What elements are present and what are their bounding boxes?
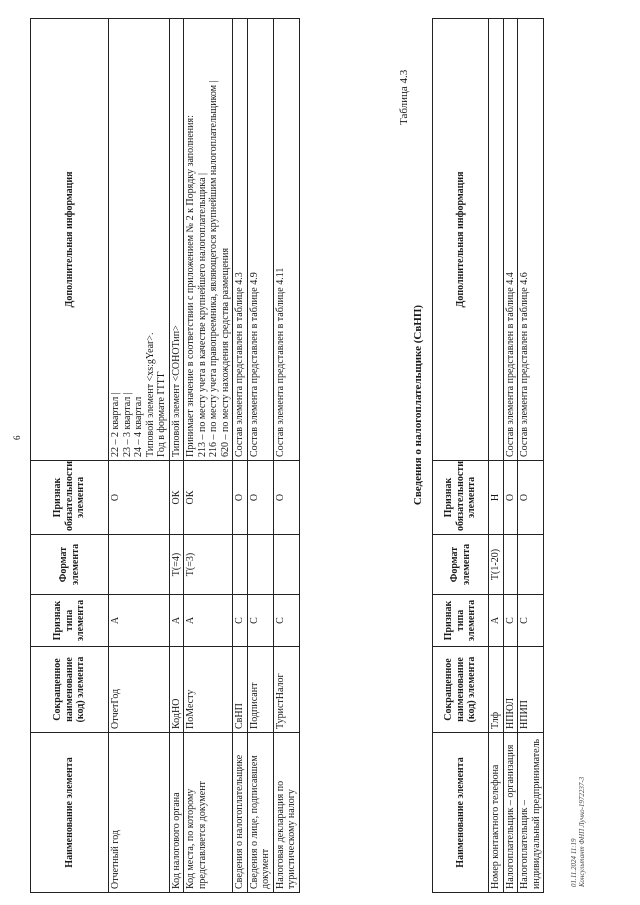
table-cell: Состав элемента представлен в таблице 4.6 xyxy=(518,19,544,461)
table-cell: НПИП xyxy=(518,647,544,733)
col-header: Формат элемента xyxy=(433,535,489,595)
table-cell: С xyxy=(233,595,248,647)
table-cell: О xyxy=(247,461,273,535)
table-cell: О xyxy=(109,461,170,535)
col-header: Признак обязательности элемента xyxy=(31,461,109,535)
table-cell: НПЮЛ xyxy=(503,647,518,733)
table-cell: Принимает значение в соответствии с приложением № 2 к Порядку заполнения: 213 – по месту учета в качестве крупнейшего налогоплательщика | 216 – по месту учета правопреемника, являющегося крупнейшим налогоплательщиком | 620 – по месту нахождения средства размещения xyxy=(184,19,233,461)
col-header: Наименование элемента xyxy=(31,733,109,893)
table-cell: Налогоплательщик – индивидуальный предприниматель xyxy=(518,733,544,893)
table-cell xyxy=(233,535,248,595)
table-header-row xyxy=(31,19,109,893)
table-cell: А xyxy=(109,595,170,647)
table-cell: КодНО xyxy=(169,647,184,733)
table-cell: ПоМесту xyxy=(184,647,233,733)
table-cell xyxy=(273,535,299,595)
table-cell: А xyxy=(169,595,184,647)
table-row xyxy=(184,19,233,893)
table-cell: Код налогового органа xyxy=(169,733,184,893)
table-cell: Н xyxy=(489,461,504,535)
table-title: Сведения о налогоплательщике (СвНП) xyxy=(412,304,424,506)
col-header: Наименование элемента xyxy=(433,733,489,893)
table-row xyxy=(247,19,273,893)
table-cell: Состав элемента представлен в таблице 4.11 xyxy=(273,19,299,461)
table-cell: ОтчетГод xyxy=(109,647,170,733)
col-header: Формат элемента xyxy=(31,535,109,595)
table-cell: Типовой элемент <СОНОТип> xyxy=(169,19,184,461)
table-row xyxy=(273,19,299,893)
table-cell xyxy=(518,535,544,595)
table-cell xyxy=(247,535,273,595)
page-number: 6 xyxy=(12,435,22,440)
table-row xyxy=(489,19,504,893)
col-header: Дополнительная информация xyxy=(433,19,489,461)
table-cell: 22 – 2 квартал | 23 – 3 квартал | 24 – 4 квартал Типовой элемент <xs:gYear>. Год в формате ГГГГ xyxy=(109,19,170,461)
table-cell: ОК xyxy=(169,461,184,535)
taxpayer-table xyxy=(432,18,544,893)
col-header: Признак обязательности элемента xyxy=(433,461,489,535)
table-cell xyxy=(489,19,504,461)
table-cell: О xyxy=(518,461,544,535)
table-cell: ТуристНалог xyxy=(273,647,299,733)
consultant-stamp: 01.11.2024 11:19 Консультант ФНП Лучко-1972237-3 xyxy=(570,776,586,887)
table-cell: Отчетный год xyxy=(109,733,170,893)
col-header: Сокращенное наименование (код) элемента xyxy=(31,647,109,733)
col-header: Признак типа элемента xyxy=(433,595,489,647)
table-cell: Состав элемента представлен в таблице 4.3 xyxy=(233,19,248,461)
table-cell: С xyxy=(247,595,273,647)
table-cell: Т(=3) xyxy=(184,535,233,595)
table-cell: Код места, по которому представляется документ xyxy=(184,733,233,893)
table-cell: СвНП xyxy=(233,647,248,733)
table-cell: Сведения о лице, подписавшем документ xyxy=(247,733,273,893)
table-cell: Тлф xyxy=(489,647,504,733)
table-cell: Налогоплательщик – организация xyxy=(503,733,518,893)
table-cell: О xyxy=(273,461,299,535)
table-cell: Состав элемента представлен в таблице 4.4 xyxy=(503,19,518,461)
table-row xyxy=(109,19,170,893)
table-cell: С xyxy=(273,595,299,647)
table-cell: А xyxy=(489,595,504,647)
table-cell: Т(1-20) xyxy=(489,535,504,595)
col-header: Сокращенное наименование (код) элемента xyxy=(433,647,489,733)
table-cell xyxy=(109,535,170,595)
table-header-row xyxy=(433,19,489,893)
elements-table xyxy=(30,18,300,893)
table-cell: ОК xyxy=(184,461,233,535)
col-header: Дополнительная информация xyxy=(31,19,109,461)
table-cell: А xyxy=(184,595,233,647)
col-header: Признак типа элемента xyxy=(31,595,109,647)
table-cell: О xyxy=(503,461,518,535)
table-cell: Т(=4) xyxy=(169,535,184,595)
table-row xyxy=(503,19,518,893)
table-cell: С xyxy=(503,595,518,647)
table-row xyxy=(233,19,248,893)
table-cell: Сведения о налогоплательщике xyxy=(233,733,248,893)
table-cell: Подписант xyxy=(247,647,273,733)
table-cell: С xyxy=(518,595,544,647)
table-cell: Номер контактного телефона xyxy=(489,733,504,893)
table-cell xyxy=(503,535,518,595)
table-row xyxy=(169,19,184,893)
table-row xyxy=(518,19,544,893)
table-cell: Состав элемента представлен в таблице 4.9 xyxy=(247,19,273,461)
table-cell: О xyxy=(233,461,248,535)
table-label: Таблица 4.3 xyxy=(398,69,410,125)
table-cell: Налоговая декларация по туристическому налогу xyxy=(273,733,299,893)
